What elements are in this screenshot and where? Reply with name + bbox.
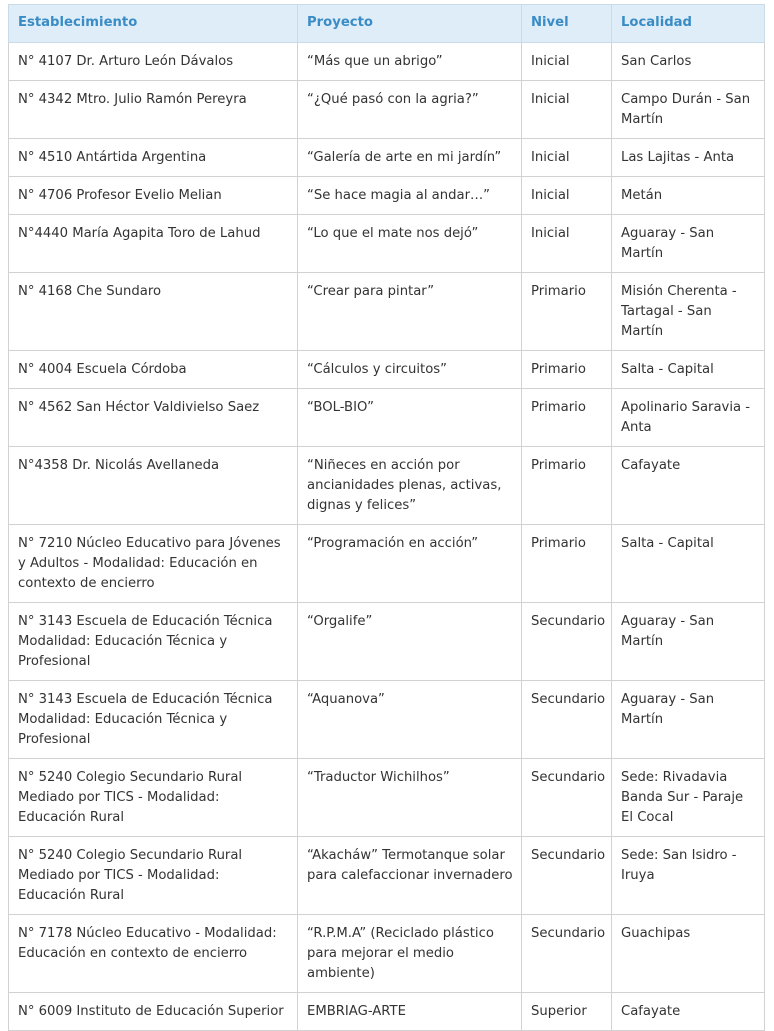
cell-nivel: Primario bbox=[522, 351, 612, 389]
cell-establecimiento: N° 4004 Escuela Córdoba bbox=[9, 351, 298, 389]
cell-nivel: Inicial bbox=[522, 177, 612, 215]
cell-proyecto: “Se hace magia al andar…” bbox=[298, 177, 522, 215]
table-row bbox=[9, 43, 765, 81]
cell-nivel: Primario bbox=[522, 525, 612, 603]
cell-proyecto: “Lo que el mate nos dejó” bbox=[298, 215, 522, 273]
cell-establecimiento: N° 4168 Che Sundaro bbox=[9, 273, 298, 351]
cell-localidad: Sede: Rivadavia Banda Sur - Paraje El Cocal bbox=[612, 759, 765, 837]
projects-table bbox=[8, 4, 765, 1031]
cell-nivel: Superior bbox=[522, 993, 612, 1031]
table-row bbox=[9, 681, 765, 759]
cell-establecimiento: N° 7178 Núcleo Educativo - Modalidad: Educación en contexto de encierro bbox=[9, 915, 298, 993]
cell-establecimiento: N° 4706 Profesor Evelio Melian bbox=[9, 177, 298, 215]
cell-proyecto: “Orgalife” bbox=[298, 603, 522, 681]
cell-localidad: Misión Cherenta - Tartagal - San Martín bbox=[612, 273, 765, 351]
cell-establecimiento: N° 3143 Escuela de Educación Técnica Modalidad: Educación Técnica y Profesional bbox=[9, 603, 298, 681]
cell-establecimiento: N° 4107 Dr. Arturo León Dávalos bbox=[9, 43, 298, 81]
cell-nivel: Secundario bbox=[522, 681, 612, 759]
table-row bbox=[9, 447, 765, 525]
table-row bbox=[9, 215, 765, 273]
cell-proyecto: “Traductor Wichilhos” bbox=[298, 759, 522, 837]
cell-establecimiento: N°4440 María Agapita Toro de Lahud bbox=[9, 215, 298, 273]
cell-localidad: Cafayate bbox=[612, 993, 765, 1031]
cell-nivel: Inicial bbox=[522, 215, 612, 273]
cell-nivel: Secundario bbox=[522, 603, 612, 681]
table-row bbox=[9, 915, 765, 993]
cell-nivel: Inicial bbox=[522, 43, 612, 81]
cell-proyecto: “Galería de arte en mi jardín” bbox=[298, 139, 522, 177]
cell-nivel: Secundario bbox=[522, 915, 612, 993]
cell-establecimiento: N° 7210 Núcleo Educativo para Jóvenes y Adultos - Modalidad: Educación en contexto de encierro bbox=[9, 525, 298, 603]
cell-proyecto: “Cálculos y circuitos” bbox=[298, 351, 522, 389]
cell-establecimiento: N° 4510 Antártida Argentina bbox=[9, 139, 298, 177]
cell-proyecto: “R.P.M.A” (Reciclado plástico para mejorar el medio ambiente) bbox=[298, 915, 522, 993]
cell-localidad: Campo Durán - San Martín bbox=[612, 81, 765, 139]
cell-proyecto: “Programación en acción” bbox=[298, 525, 522, 603]
cell-localidad: Sede: San Isidro - Iruya bbox=[612, 837, 765, 915]
cell-localidad: Aguaray - San Martín bbox=[612, 681, 765, 759]
cell-establecimiento: N° 4342 Mtro. Julio Ramón Pereyra bbox=[9, 81, 298, 139]
cell-proyecto: “¿Qué pasó con la agria?” bbox=[298, 81, 522, 139]
cell-nivel: Inicial bbox=[522, 81, 612, 139]
table-header-row bbox=[9, 5, 765, 43]
table-row bbox=[9, 139, 765, 177]
table-row bbox=[9, 837, 765, 915]
cell-proyecto: “BOL-BIO” bbox=[298, 389, 522, 447]
table-row bbox=[9, 273, 765, 351]
table-row bbox=[9, 993, 765, 1031]
cell-localidad: Metán bbox=[612, 177, 765, 215]
cell-establecimiento: N° 6009 Instituto de Educación Superior bbox=[9, 993, 298, 1031]
table-row bbox=[9, 177, 765, 215]
cell-localidad: Cafayate bbox=[612, 447, 765, 525]
cell-establecimiento: N° 3143 Escuela de Educación Técnica Modalidad: Educación Técnica y Profesional bbox=[9, 681, 298, 759]
cell-proyecto: “Niñeces en acción por ancianidades plenas, activas, dignas y felices” bbox=[298, 447, 522, 525]
cell-nivel: Primario bbox=[522, 389, 612, 447]
cell-nivel: Inicial bbox=[522, 139, 612, 177]
cell-localidad: Guachipas bbox=[612, 915, 765, 993]
cell-establecimiento: N°4358 Dr. Nicolás Avellaneda bbox=[9, 447, 298, 525]
cell-localidad: Salta - Capital bbox=[612, 351, 765, 389]
cell-proyecto: “Aquanova” bbox=[298, 681, 522, 759]
cell-establecimiento: N° 5240 Colegio Secundario Rural Mediado por TICS - Modalidad: Educación Rural bbox=[9, 837, 298, 915]
cell-establecimiento: N° 5240 Colegio Secundario Rural Mediado por TICS - Modalidad: Educación Rural bbox=[9, 759, 298, 837]
cell-localidad: Aguaray - San Martín bbox=[612, 603, 765, 681]
cell-localidad: Salta - Capital bbox=[612, 525, 765, 603]
header-establecimiento: Establecimiento bbox=[9, 5, 298, 43]
table-row bbox=[9, 389, 765, 447]
cell-establecimiento: N° 4562 San Héctor Valdivielso Saez bbox=[9, 389, 298, 447]
cell-localidad: Las Lajitas - Anta bbox=[612, 139, 765, 177]
table-row bbox=[9, 759, 765, 837]
cell-nivel: Primario bbox=[522, 273, 612, 351]
table-row bbox=[9, 81, 765, 139]
cell-proyecto: “Crear para pintar” bbox=[298, 273, 522, 351]
header-localidad: Localidad bbox=[612, 5, 765, 43]
header-nivel: Nivel bbox=[522, 5, 612, 43]
table-row bbox=[9, 525, 765, 603]
cell-proyecto: “Más que un abrigo” bbox=[298, 43, 522, 81]
cell-nivel: Primario bbox=[522, 447, 612, 525]
cell-localidad: San Carlos bbox=[612, 43, 765, 81]
table-row bbox=[9, 603, 765, 681]
table-row bbox=[9, 351, 765, 389]
cell-localidad: Aguaray - San Martín bbox=[612, 215, 765, 273]
cell-proyecto: “Akacháw” Termotanque solar para calefaccionar invernadero bbox=[298, 837, 522, 915]
cell-proyecto: EMBRIAG-ARTE bbox=[298, 993, 522, 1031]
cell-nivel: Secundario bbox=[522, 759, 612, 837]
header-proyecto: Proyecto bbox=[298, 5, 522, 43]
cell-localidad: Apolinario Saravia - Anta bbox=[612, 389, 765, 447]
cell-nivel: Secundario bbox=[522, 837, 612, 915]
